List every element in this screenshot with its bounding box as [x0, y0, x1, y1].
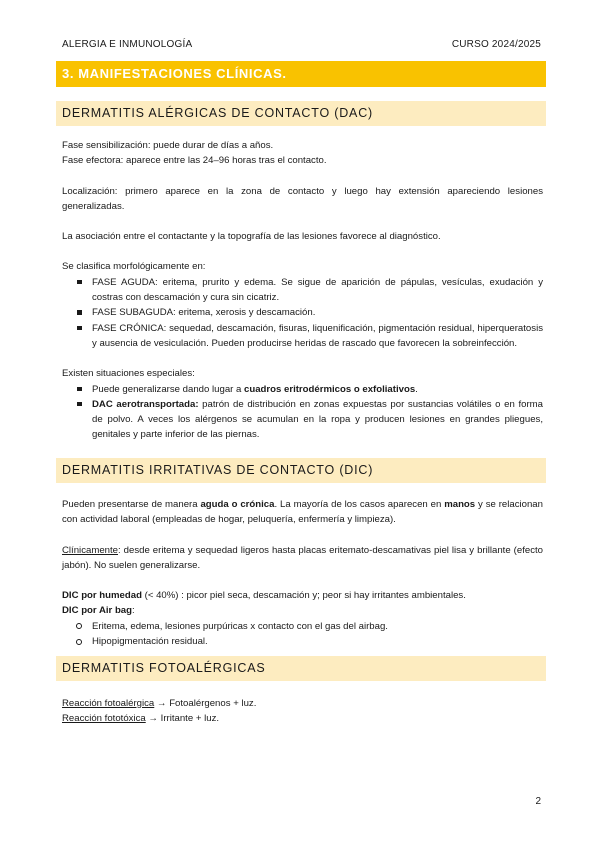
dic-p1-b: aguda o crónica: [200, 499, 275, 510]
foto-r1-text: → Fotoalérgenos + luz.: [154, 698, 257, 709]
dic-p1-d: manos: [444, 499, 476, 510]
dac-phase-acute: FASE AGUDA: eritema, prurito y edema. Se sigue de aparición de pápulas, vesículas, exudación y costras con descamación y cura sin cicatriz.: [62, 275, 543, 306]
dic-airbag: [62, 603, 543, 618]
dac-phase-subacute: FASE SUBAGUDA: eritema, xerosis y descamación.: [62, 305, 543, 320]
dic-clinical-text: : desde eritema y sequedad ligeros hasta placas eritemato-descamativas piel lisa y brillante (efecto jabón). No suelen generalizarse.: [62, 544, 543, 571]
dac-special-generalized: [62, 382, 543, 397]
dic-airbag-item: Eritema, edema, lesiones purpúricas x contacto con el gas del airbag.: [62, 619, 543, 634]
dic-airbag-bold: DIC por Air bag: [62, 605, 132, 617]
dic-section-title: DERMATITIS IRRITATIVAS DE CONTACTO (DIC): [56, 458, 546, 483]
dic-content: [62, 497, 543, 649]
header-course-year: CURSO 2024/2025: [451, 39, 541, 50]
dic-airbag-item: Hipopigmentación residual.: [62, 634, 543, 649]
main-section-title: 3. MANIFESTACIONES CLÍNICAS.: [56, 61, 546, 87]
header-course-name: ALERGIA E INMUNOLOGÍA: [62, 39, 193, 50]
foto-section-title: DERMATITIS FOTOALÉRGICAS: [56, 656, 546, 681]
dac-association: La asociación entre el contactante y la topografía de las lesiones favorece al diagnóstico.: [62, 231, 441, 243]
dac-special-list: [62, 382, 543, 443]
dac-special1-text: Puede generalizarse dando lugar a: [92, 383, 245, 395]
dic-clinical: [62, 543, 543, 574]
page-number: 2: [535, 796, 541, 807]
foto-r2-text: → Irritante + luz.: [145, 713, 220, 725]
foto-phototoxic: [62, 711, 543, 726]
dac-special2-text: patrón de distribución en zonas expuestas por sustancias volátiles o en forma de polvo. A veces los alérgenos se acumulan en la ropa y producen lesiones en grandes pliegues, genitales y parte inferior de las piernas.: [92, 398, 543, 441]
dic-p1-a: Pueden presentarse de manera: [62, 499, 201, 510]
dac-special-airborne: [62, 397, 543, 443]
foto-r1-label: Reacción fotoalérgica: [62, 698, 155, 709]
dac-sensitization-phase: Fase sensibilización: puede durar de días a años.: [62, 140, 274, 151]
dac-location: Localización: primero aparece en la zona de contacto y luego hay extensión apareciendo lesiones generalizadas.: [62, 185, 543, 212]
dac-content: [62, 138, 543, 443]
dac-special1-end: .: [415, 383, 418, 395]
foto-r2-label: Reacción fototóxica: [62, 713, 146, 725]
dic-humidity: [62, 588, 543, 603]
dac-special2-bold: DAC aerotransportada:: [92, 398, 199, 410]
dac-special-intro: Existen situaciones especiales:: [62, 368, 195, 380]
dic-p1-c: . La mayoría de los casos aparecen en: [274, 499, 445, 510]
dic-airbag-colon: :: [132, 605, 135, 617]
dic-clinical-label: Clínicamente: [62, 544, 118, 556]
dac-phase-chronic: FASE CRÓNICA: sequedad, descamación, fisuras, liquenificación, pigmentación residual, hiperqueratosis y ausencia de vesiculación. Pueden producirse heridas de rascado que favorecen la sobreinfección.: [62, 321, 543, 352]
foto-content: [62, 696, 543, 727]
dic-humidity-bold: DIC por humedad: [62, 590, 142, 602]
foto-photoallergic: [62, 696, 543, 711]
dic-humidity-text: (< 40%) : picor piel seca, descamación y; peor si hay irritantes ambientales.: [141, 590, 466, 602]
dac-special1-bold: cuadros eritrodérmicos o exfoliativos: [244, 383, 416, 395]
dac-phase-list: [62, 275, 543, 351]
dac-classification-intro: Se clasifica morfológicamente en:: [62, 261, 206, 273]
dac-effector-phase: Fase efectora: aparece entre las 24–96 horas tras el contacto.: [62, 155, 327, 167]
dac-section-title: DERMATITIS ALÉRGICAS DE CONTACTO (DAC): [56, 101, 546, 126]
dic-airbag-list: [62, 619, 543, 650]
dic-presentation: [62, 497, 543, 528]
dic-p1-e: y se relacionan con actividad laboral (empleadas de hogar, peluquería, enfermería y limpieza).: [62, 499, 543, 526]
